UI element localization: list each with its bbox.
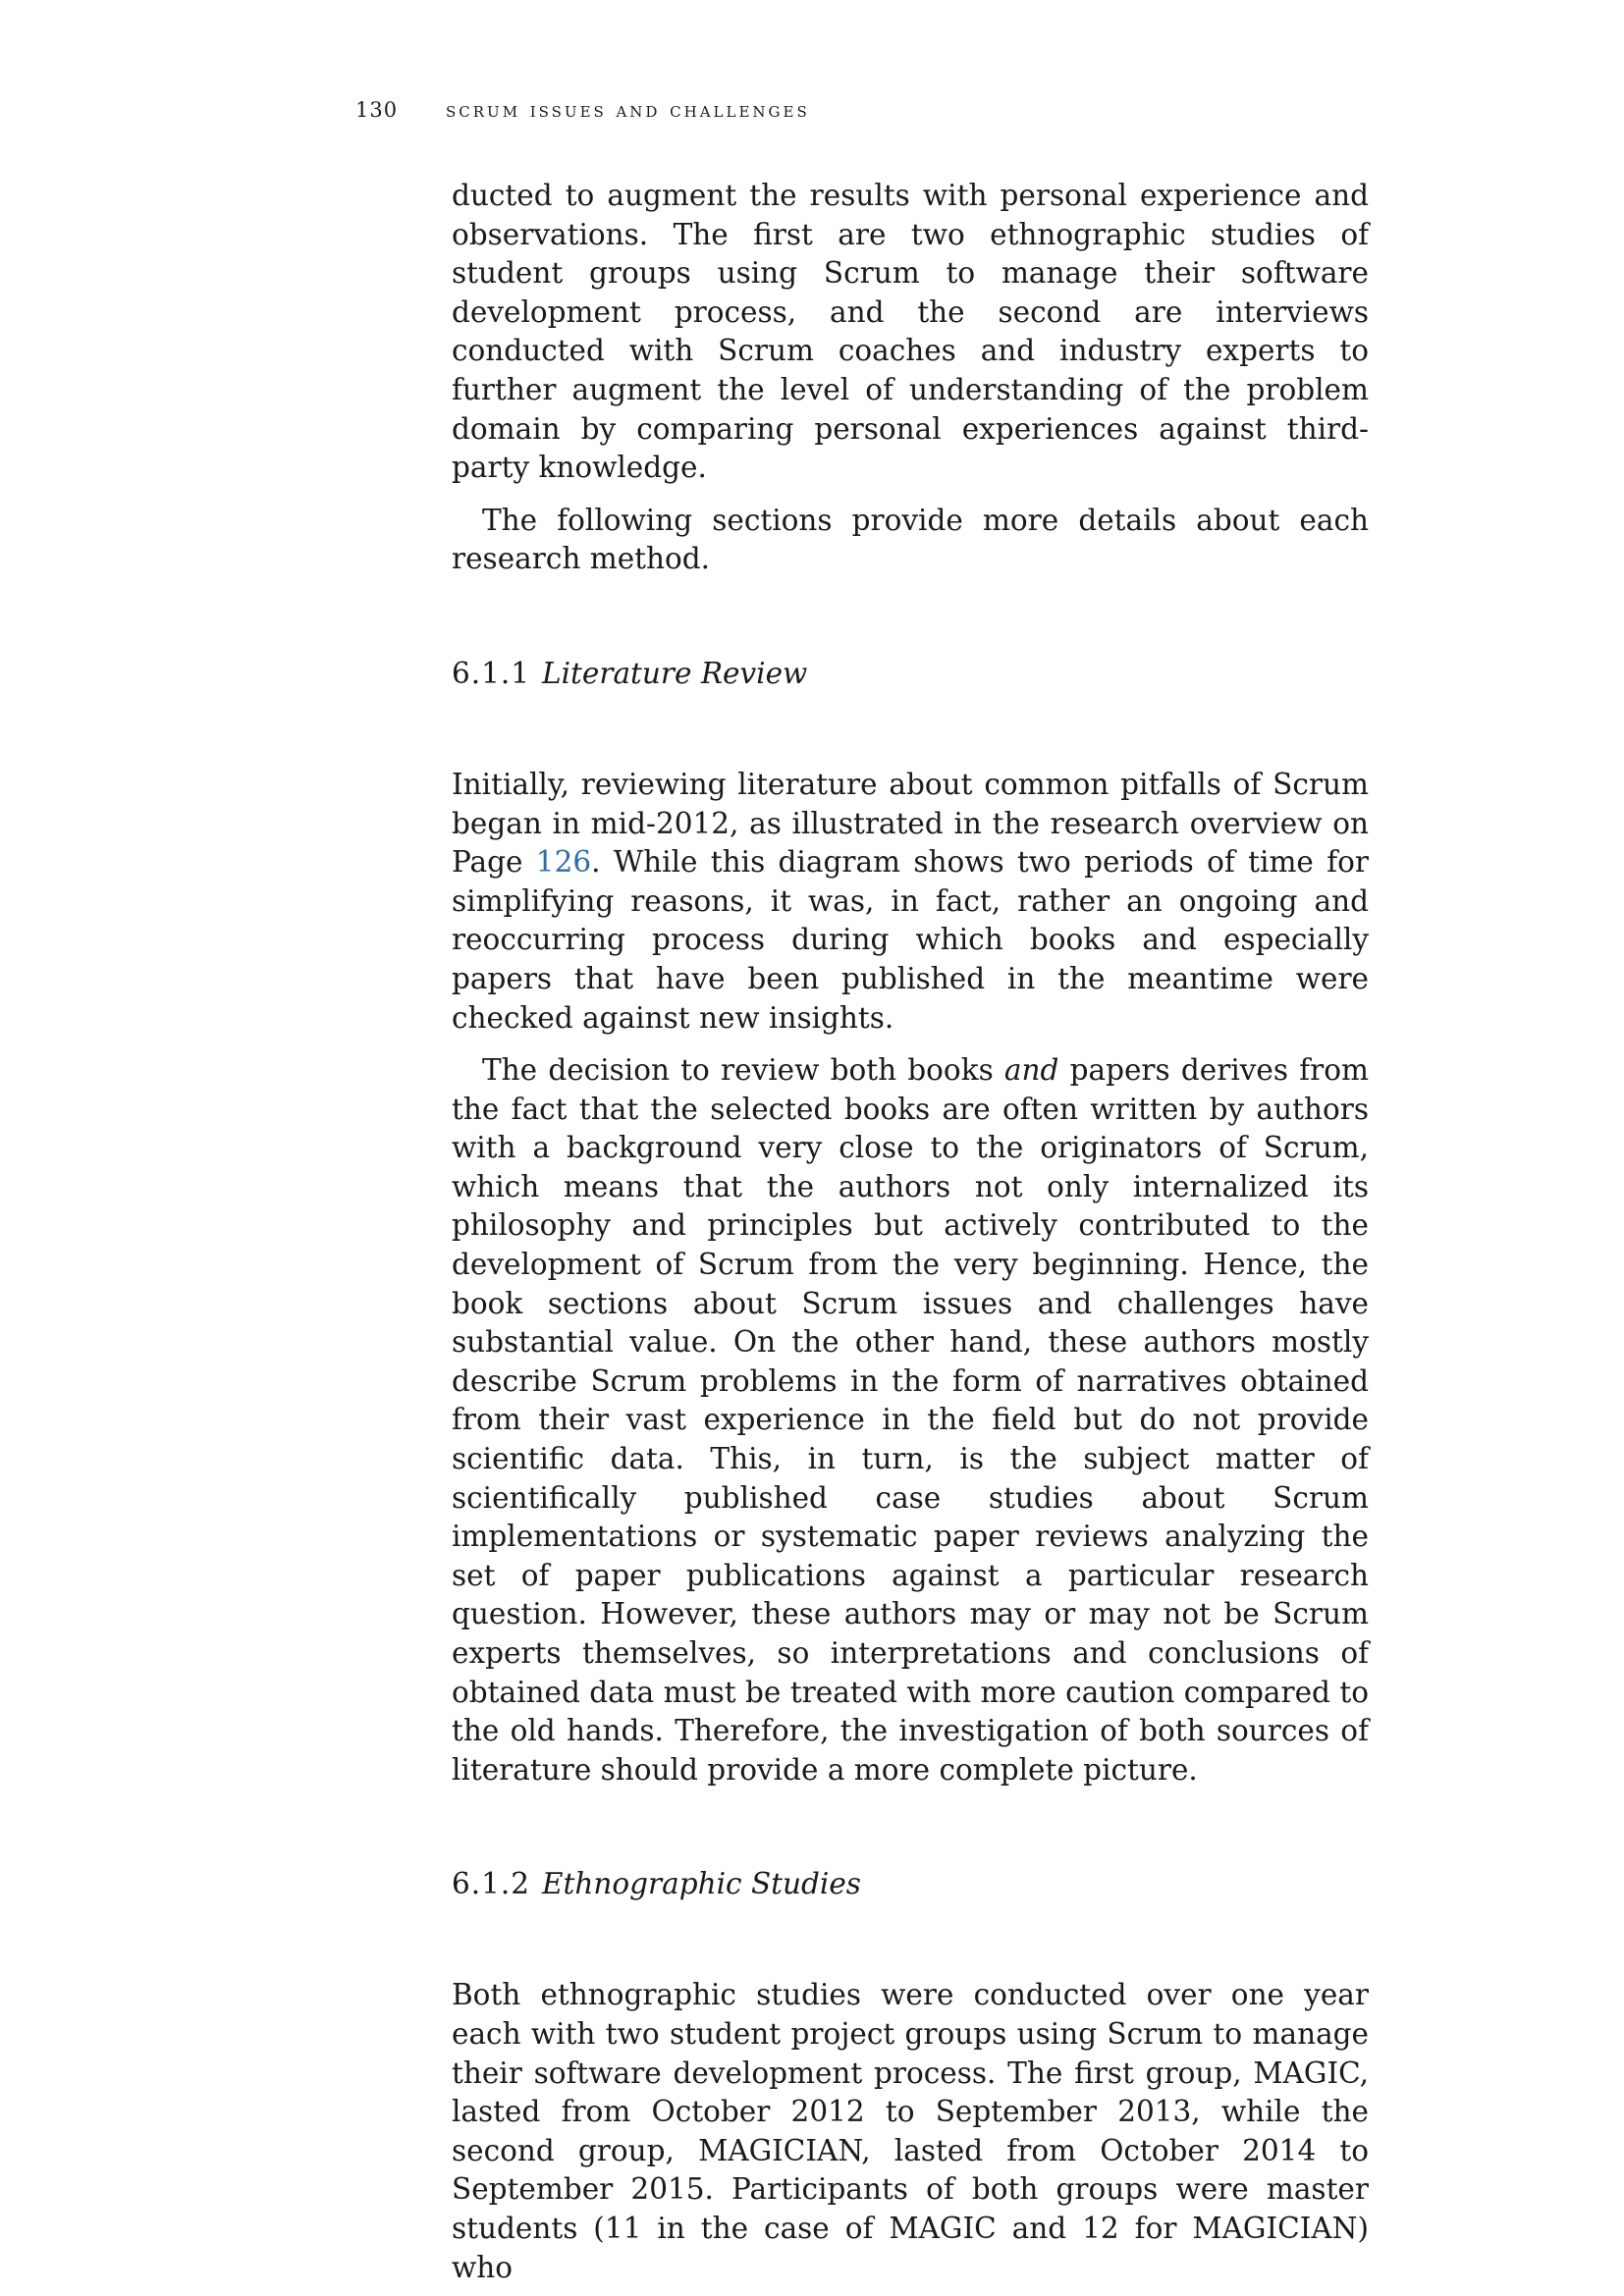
- literature-p1-text-a: Initially, reviewing literature about common pitfalls of Scrum began in mid-2012, as illustrated in the research overview on Page: [452, 767, 1369, 880]
- emphasis-and: and: [1003, 1053, 1059, 1088]
- literature-paragraph-2: [452, 1051, 1369, 1789]
- intro-paragraph-2: The following sections provide more details about each research method.: [452, 503, 1369, 576]
- literature-p2-text-a: The decision to review both books: [482, 1053, 1004, 1088]
- page-body: [452, 177, 1369, 2287]
- chapter-title: scrum issues and challenges: [446, 98, 810, 122]
- section-title: Ethnographic Studies: [542, 1867, 861, 1901]
- section-number: 6.1.1: [452, 656, 531, 690]
- literature-paragraph-1: [452, 766, 1369, 1038]
- section-heading-literature-review: [452, 654, 1369, 693]
- section-title: Literature Review: [542, 656, 808, 690]
- literature-p2-text-b: papers derives from the fact that the selected books are often written by authors with a background very close to the originators of Scrum, which means that the authors not only internalized its philosophy and principles but actively contributed to the development of Scrum from the very beginning. Hence, the book sections about Scrum issues and challenges have substantial value. On the other hand, these authors mostly describe Scrum problems in the form of narratives obtained from their vast experience in the field but do not provide scientific data. This, in turn, is the subject matter of scientifically published case studies about Scrum implementations or systematic paper reviews analyzing the set of paper publications against a particular research question. However, these authors may or may not be Scrum experts themselves, so interpretations and conclusions of obtained data must be treated with more caution compared to the old hands. Therefore, the investigation of both sources of literature should provide a more complete picture.: [452, 1053, 1369, 1787]
- running-head: [355, 98, 810, 128]
- page-reference-link[interactable]: 126: [535, 845, 592, 880]
- literature-p1-text-b: . While this diagram shows two periods of time for simplifying reasons, it was, in fact, rather an ongoing and reoccurring process during which books and especially papers that have been published in the meantime were checked against new insights.: [452, 845, 1369, 1035]
- page-number: 130: [355, 98, 399, 122]
- section-heading-ethnographic-studies: [452, 1864, 1369, 1903]
- ethnographic-paragraph-1: Both ethnographic studies were conducted over one year each with two student project groups using Scrum to manage their software development process. The first group, MAGIC, lasted from October 2012 to September 2013, while the second group, MAGICIAN, lasted from October 2014 to September 2015. Participants of both groups were master students (11 in the case of MAGIC and 12 for MAGICIAN) who: [452, 1978, 1369, 2284]
- section-number: 6.1.2: [452, 1867, 531, 1901]
- intro-paragraph-1: ducted to augment the results with personal experience and observations. The first are two ethnographic studies of student groups using Scrum to manage their software development process, and the second are interviews conducted with Scrum coaches and industry experts to further augment the level of understanding of the problem domain by comparing personal experiences against third-party knowledge.: [452, 179, 1369, 485]
